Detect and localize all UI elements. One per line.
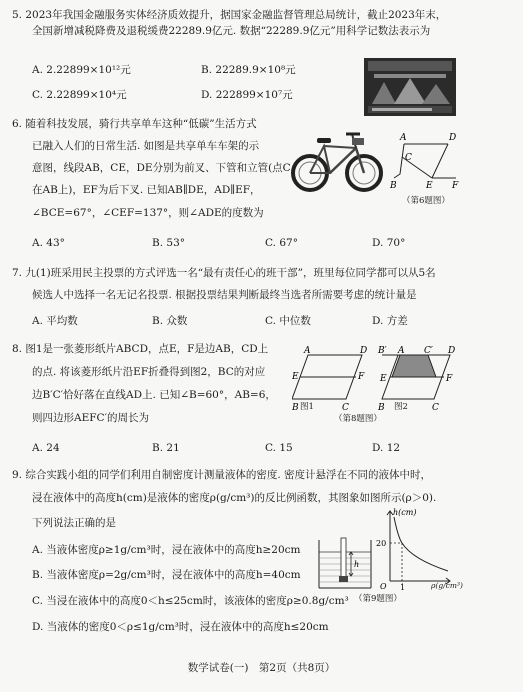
q8-stem-line4: 则四边形AEFC′的周长为 — [32, 412, 149, 424]
q8-fig2-label-c: C — [432, 403, 439, 413]
q8-fig2-label-e: E — [380, 374, 387, 384]
q9-option-d: D. 当液体的密度0＜ρ≤1g/cm³时，浸在液体中的高度h≤20cm — [32, 621, 329, 633]
q7-option-b: B. 众数 — [152, 315, 188, 327]
q9-tick-20: 20 — [376, 539, 387, 548]
q6-option-d: D. 70° — [372, 237, 406, 249]
q8-stem-line1: 8. 图1是一张菱形纸片ABCD，点E，F是边AB，CD上 — [12, 343, 269, 355]
q6-option-a: A. 43° — [32, 237, 65, 249]
q8-fig2-label-b: B — [378, 403, 385, 413]
q9-option-b: B. 当液体密度ρ=2g/cm³时，浸在液体中的高度h=40cm — [32, 569, 301, 581]
q6-label-a: A — [400, 133, 407, 143]
q9-stem-line3: 下列说法正确的是 — [32, 517, 116, 529]
bicycle-icon — [290, 126, 385, 196]
q8-caption: （第8题图） — [334, 414, 382, 424]
q6-label-c: C — [405, 153, 412, 163]
q9-beaker-diagram — [317, 536, 373, 592]
q8-option-d: D. 12 — [372, 442, 401, 454]
q8-fig2-label-f: F — [446, 374, 453, 384]
q8-option-b: B. 21 — [152, 442, 180, 454]
q6-label-d: D — [449, 133, 457, 143]
q5-stem-line2: 全国新增减税降费及退税缓费22289.9亿元. 数据“22289.9亿元”用科学记数法表示为 — [32, 25, 431, 37]
q8-fig1-caption: 图1 — [300, 402, 314, 412]
q8-fig1-label-f: F — [358, 372, 365, 382]
q8-option-c: C. 15 — [265, 442, 293, 454]
q9-label-h: h — [354, 560, 360, 569]
q6-label-f: F — [452, 181, 459, 191]
q6-caption: （第6题图） — [402, 196, 450, 206]
q8-fig1-label-b: B — [292, 403, 299, 413]
q8-fig2-label-d: D — [448, 346, 456, 356]
q9-stem-line2: 浸在液体中的高度h(cm)是液体的密度ρ(g/cm³)的反比例函数，其图象如图所示(ρ＞0). — [32, 492, 437, 504]
q8-option-a: A. 24 — [32, 442, 60, 454]
q8-stem-line3: 边B′C′恰好落在直线AD上. 已知∠B=60°，AB=6， — [32, 389, 276, 401]
q5-option-d: D. 222899×10⁷元 — [201, 89, 293, 101]
q7-stem-line1: 7. 九(1)班采用民主投票的方式评选一名“最有责任心的班干部”，班里每位同学都可以从5名 — [12, 267, 436, 279]
q5-option-a: A. 2.22899×10¹²元 — [32, 64, 131, 76]
q6-stem-line3: 意图，线段AB，CE，DE分别为前叉、下管和立管(点C — [32, 162, 291, 174]
q5-option-b: B. 22289.9×10⁸元 — [201, 64, 296, 76]
q9-origin-label: O — [380, 582, 387, 591]
q8-figure2-folded — [376, 343, 466, 415]
q6-stem-line4: 在AB上)，EF为后下叉. 已知AB∥DE，AD∥EF， — [32, 184, 261, 196]
q7-option-a: A. 平均数 — [32, 315, 78, 327]
q8-stem-line2: 的点. 将该菱形纸片沿EF折叠得到图2，BC的对应 — [32, 366, 266, 378]
q9-caption: （第9题图） — [354, 594, 402, 604]
q9-stem-line1: 9. 综合实践小组的同学们利用自制密度计测量液体的密度. 密度计悬浮在不同的液体中时， — [12, 469, 432, 481]
q9-option-a: A. 当液体密度ρ≥1g/cm³时，浸在液体中的高度h≥20cm — [32, 544, 301, 556]
q8-fig1-label-d: D — [360, 346, 368, 356]
q8-fig1-label-c: C — [342, 403, 349, 413]
q6-label-b: B — [390, 181, 397, 191]
q6-stem-line2: 已融入人们的日常生活. 如图是共享单车车架的示 — [32, 140, 260, 152]
q9-tick-1: 1 — [400, 583, 406, 591]
q6-frame-diagram — [386, 130, 496, 192]
q5-option-c: C. 2.22899×10⁴元 — [32, 89, 127, 101]
q5-photo-image — [364, 58, 456, 116]
q7-option-c: C. 中位数 — [265, 315, 311, 327]
q8-fig1-label-a: A — [304, 346, 311, 356]
q6-option-b: B. 53° — [152, 237, 186, 249]
q7-option-d: D. 方差 — [372, 315, 408, 327]
q9-axis-rho-label: ρ(g/cm³) — [431, 581, 463, 590]
q8-fig2-caption: 图2 — [394, 402, 408, 412]
q6-label-e: E — [426, 181, 433, 191]
q8-fig2-label-c-prime: C′ — [424, 346, 433, 356]
q6-stem-line1: 6. 随着科技发展，骑行共享单车这种“低碳”生活方式 — [12, 118, 257, 130]
q5-stem-line1: 5. 2023年我国金融服务实体经济质效提升，据国家金融监督管理总局统计，截止2023年末， — [12, 9, 447, 21]
q9-graph — [372, 507, 452, 591]
q6-option-c: C. 67° — [265, 237, 298, 249]
q9-axis-h-label: h(cm) — [393, 508, 417, 517]
q6-stem-line5: ∠BCE=67°，∠CEF=137°，则∠ADE的度数为 — [32, 207, 264, 219]
page-footer: 数学试卷(一) 第2页（共8页） — [187, 662, 336, 674]
q9-option-c: C. 当浸在液体中的高度0＜h≤25cm时，该液体的密度ρ≥0.8g/cm³ — [32, 595, 349, 607]
q8-fig1-label-e: E — [292, 372, 299, 382]
q8-fig2-label-b-prime: B′ — [378, 346, 387, 356]
q8-fig2-label-a: A — [398, 346, 405, 356]
q7-stem-line2: 候选人中选择一名无记名投票. 根据投票结果判断最终当选者所需要考虑的统计量是 — [32, 289, 417, 301]
